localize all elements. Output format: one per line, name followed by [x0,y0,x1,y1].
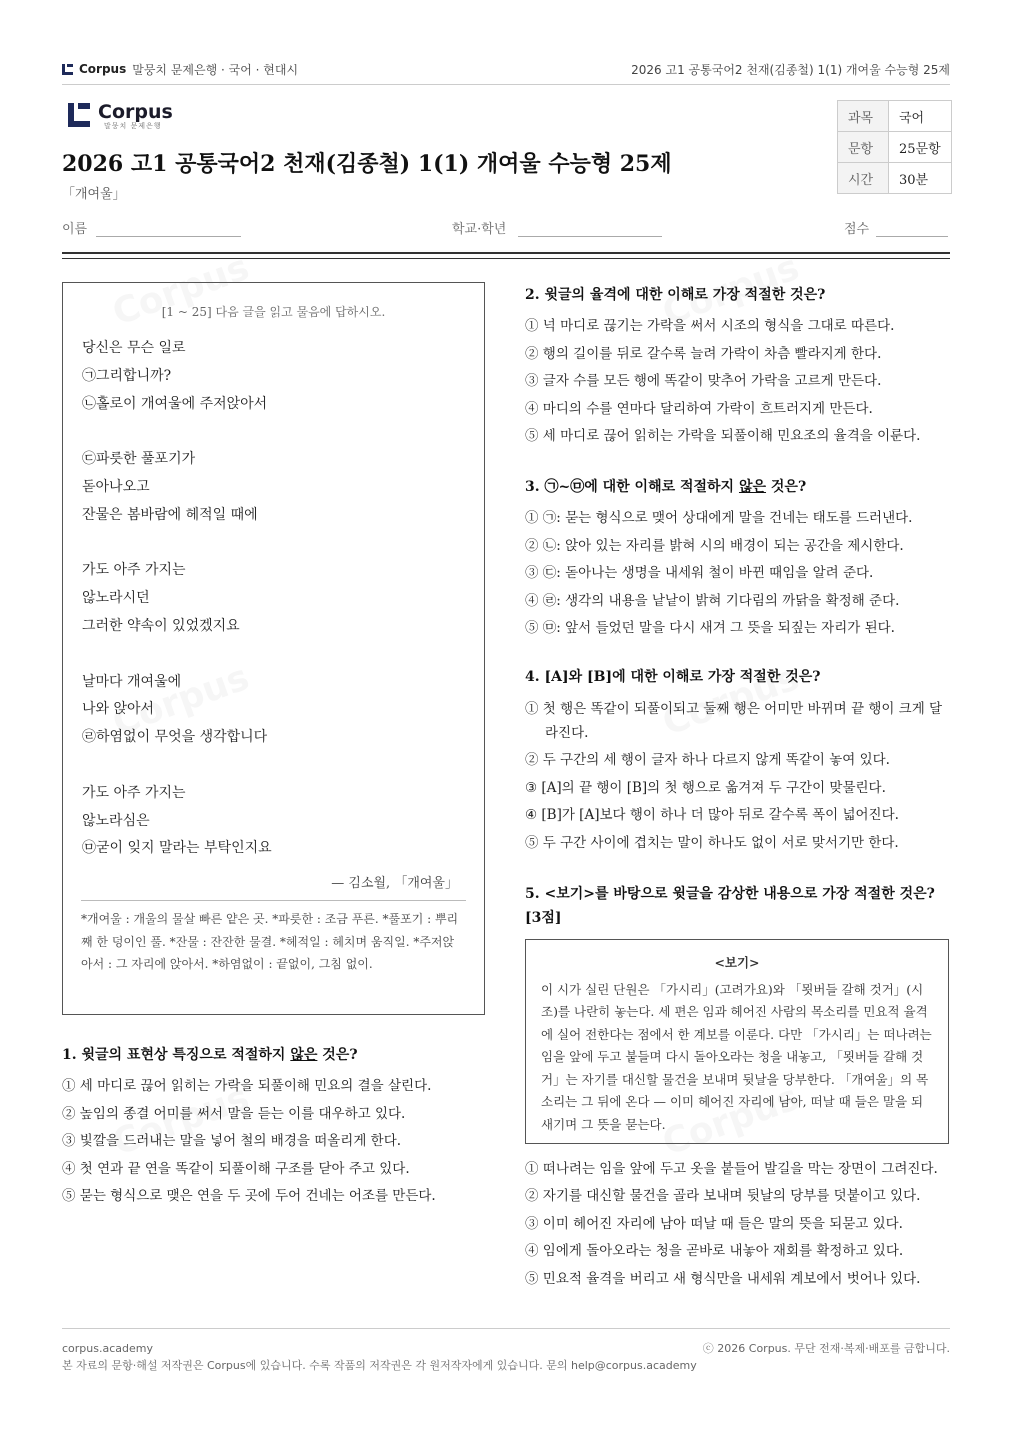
school-field[interactable] [452,218,506,237]
question-1 [62,1045,492,1211]
question-stem: 4. [A]와 [B]에 대한 이해로 가장 적절한 것은? [525,669,821,685]
answer-option[interactable]: ④ [B]가 [A]보다 행이 하나 더 많아 뒤로 갈수록 폭이 넓어진다. [525,807,899,823]
answer-option[interactable]: ④ ㉣: 생각의 내용을 낱낱이 밝혀 기다림의 까닭을 확정해 준다. [525,592,900,609]
vocabulary-notes: *개여울 : 개울의 물살 빠른 얕은 곳. *파릇한 : 조금 푸른. *풀포기 : 뿌리째 한 덩이인 풀. *잔물 : 잔잔한 물결. *헤적일 : 헤치며 움직일. *주저앉아서 : 그 자리에 앉아서. *하염없이 : 끝없이, 그침 없이. [81,912,459,971]
poem-line: ㉣하염없이 무엇을 생각합니다 [82,729,268,746]
corpus-logo-icon [62,64,73,75]
meta-key: 시간 [838,163,889,194]
question-3 [525,477,949,643]
bogi-title: <보기> [714,955,760,970]
page-subtitle: 「개여울」 [62,187,126,202]
poem [82,335,272,863]
question-stem: 5. <보기>를 바탕으로 윗글을 감상한 내용으로 가장 적절한 것은? [3점] [525,886,935,926]
poem-attribution: — 김소월, 「개여울」 [331,876,458,891]
answer-option[interactable]: ④ 임에게 돌아오라는 청을 곧바로 내놓아 재회를 확정하고 있다. [525,1243,904,1259]
answer-option[interactable]: ③ ㉢: 돋아나는 생명을 내세워 철이 바뀐 때임을 알려 준다. [525,565,874,581]
answer-option[interactable]: ① 넉 마디로 끊기는 가락을 써서 시조의 형식을 그대로 따른다. [525,318,895,334]
question-stem: 2. 윗글의 율격에 대한 이해로 가장 적절한 것은? [525,287,826,303]
poem-line: 당신은 무슨 일로 [82,340,186,356]
answer-option[interactable]: ③ 빛깔을 드러내는 말을 넣어 철의 배경을 떠올리게 한다. [62,1133,402,1149]
answer-option[interactable]: ① 세 마디로 끊어 읽히는 가락을 되풀이해 민요의 결을 살린다. [62,1078,432,1094]
logo-subtitle: 말뭉치 문제은행 [104,122,162,130]
answer-option[interactable]: ② 두 구간의 세 행이 글자 하나 다르지 않게 똑같이 놓여 있다. [525,752,890,768]
answer-option[interactable]: ① 떠나려는 임을 앞에 두고 옷을 붙들어 발길을 막는 장면이 그려진다. [525,1161,938,1177]
student-info [62,214,950,240]
poem-line: 잔물은 봄바람에 헤적일 때에 [82,506,258,523]
name-label: 이름 [62,222,88,237]
answer-option[interactable]: ⑤ ㉤: 앞서 들었던 말을 다시 새겨 그 뜻을 되짚는 자리가 된다. [525,620,895,636]
answer-option[interactable]: ① ㉠: 묻는 형식으로 맺어 상대에게 말을 건네는 태도를 드러낸다. [525,510,913,526]
poem-line: ㉢파릇한 풀포기가 [82,451,196,468]
answer-option[interactable]: ② 높임의 종결 어미를 써서 말을 듣는 이를 대우하고 있다. [62,1105,406,1122]
answer-option[interactable]: ⑤ 두 구간 사이에 겹치는 말이 하나도 없이 서로 맞서기만 한다. [525,834,899,851]
question-4 [525,667,949,857]
page-title: 2026 고1 공통국어2 천재(김종철) 1(1) 개여울 수능형 25제 [62,151,672,177]
meta-value: 국어 [889,101,952,132]
answer-option[interactable]: ④ 마디의 수를 연마다 달리하여 가락이 흐트러지게 만든다. [525,400,873,417]
question-5-options [525,1155,949,1293]
meta-value: 25문항 [889,132,952,163]
poem-line: 날마다 개여울에 [82,673,182,690]
answer-option[interactable]: ③ 이미 헤어진 자리에 남아 떠날 때 들은 말의 뜻을 되묻고 있다. [525,1215,903,1232]
footer-notice: 본 자료의 문항·해설 저작권은 Corpus에 있습니다. 수록 작품의 저작권은 각 원저작자에게 있습니다. 문의 help@corpus.academy [62,1359,697,1372]
poem-line: 그러한 약속이 있었겠지요 [82,617,240,634]
section-double-rule [62,252,950,259]
poem-line: 가도 아주 가지는 [82,562,186,579]
footer-divider [62,1328,950,1329]
bogi-box [525,939,949,1144]
question-stem: 3. ㉠~㉤에 대한 이해로 적절하지 않은 것은? [525,479,807,495]
answer-option[interactable]: ② ㉡: 앉아 있는 자리를 밝혀 시의 배경이 되는 공간을 제시한다. [525,537,904,554]
corpus-logo [68,103,173,131]
poem-line: 않노라시던 [82,590,150,607]
answer-option[interactable]: ⑤ 민요적 율격을 버리고 새 형식만을 내세워 계보에서 벗어나 있다. [525,1270,921,1287]
header-doc-title: 2026 고1 공통국어2 천재(김종철) 1(1) 개여울 수능형 25제 [631,62,950,77]
corpus-mark-icon [68,103,90,127]
poem-line: 가도 아주 가지는 [82,784,186,801]
name-field[interactable] [62,218,87,237]
breadcrumb: 말뭉치 문제은행 · 국어 · 현대시 [132,62,299,77]
logo-name: Corpus [98,101,173,123]
meta-key: 과목 [838,101,889,132]
poem-line: 돋아나오고 [82,478,150,495]
passage-box [62,282,485,1015]
question-5 [525,882,949,930]
question-2 [525,285,949,451]
footer-copyright: ⓒ 2026 Corpus. 무단 전재·복제·배포를 금합니다. [702,1342,950,1355]
answer-option[interactable]: ③ 글자 수를 모든 행에 똑같이 맞추어 가락을 고르게 만든다. [525,373,882,389]
exam-meta-table [837,100,952,194]
poem-line: 나와 앉아서 [82,701,155,718]
score-label: 점수 [844,222,870,237]
answer-option[interactable]: ⑤ 묻는 형식으로 맺은 연을 두 곳에 두어 건네는 어조를 만든다. [62,1188,436,1204]
answer-option[interactable]: ⑤ 세 마디로 끊어 읽히는 가락을 되풀이해 민요조의 율격을 이룬다. [525,428,921,444]
bogi-text: 이 시가 실린 단원은 「가시리」(고려가요)와 「묏버들 갈해 것거」(시조)를 나란히 놓는다. 세 편은 임과 헤어진 사람의 목소리를 민요적 율격에 실어 전한다는 점에서 한 계보를 이룬다. 다만 「가시리」는 떠나려는 임을 앞에 두고 붙들며 다시 돌아오라는 청을 내놓고, 「묏버들 갈해 것거」는 자기를 대신할 물건을 보내며 뒷날을 당부한다. 「개여울」의 목소리는 그 뒤에 온다 — 이미 헤어진 자리에 남아, 떠날 때 들은 말을 되새기며 그 뜻을 묻는다. [541,981,932,1132]
answer-option[interactable]: ② 자기를 대신할 물건을 골라 보내며 뒷날의 당부를 덧붙이고 있다. [525,1188,921,1204]
score-field[interactable] [844,218,869,237]
poem-line: ㉤굳이 잊지 말라는 부탁인지요 [82,840,272,857]
poem-line: 않노라심은 [82,812,150,829]
brand-name: Corpus [79,62,127,76]
poem-line: ㉡홀로이 개여울에 주저앉아서 [82,395,268,412]
meta-value: 30분 [889,163,952,194]
answer-option[interactable]: ① 첫 행은 똑같이 되풀이되고 둘째 행은 어미만 바뀌며 끝 행이 크게 달라진다. [525,701,943,741]
footer [62,1340,950,1374]
answer-option[interactable]: ③ [A]의 끝 행이 [B]의 첫 행으로 옮겨져 두 구간이 맞물린다. [525,779,886,796]
answer-option[interactable]: ④ 첫 연과 끝 연을 똑같이 되풀이해 구조를 닫아 주고 있다. [62,1160,410,1177]
footer-site-link[interactable]: corpus.academy [62,1342,153,1355]
question-stem: 1. 윗글의 표현상 특징으로 적절하지 않은 것은? [62,1047,358,1063]
meta-key: 문항 [838,132,889,163]
top-bar [62,58,950,80]
notes-divider [81,900,466,901]
header-divider [62,84,950,85]
passage-instruction: [1 ~ 25] 다음 글을 읽고 물음에 답하시오. [161,305,386,319]
poem-line: ㉠그리합니까? [82,367,172,384]
answer-option[interactable]: ② 행의 길이를 뒤로 갈수록 늘려 가락이 차츰 빨라지게 한다. [525,345,882,362]
school-label: 학교·학년 [452,222,507,237]
